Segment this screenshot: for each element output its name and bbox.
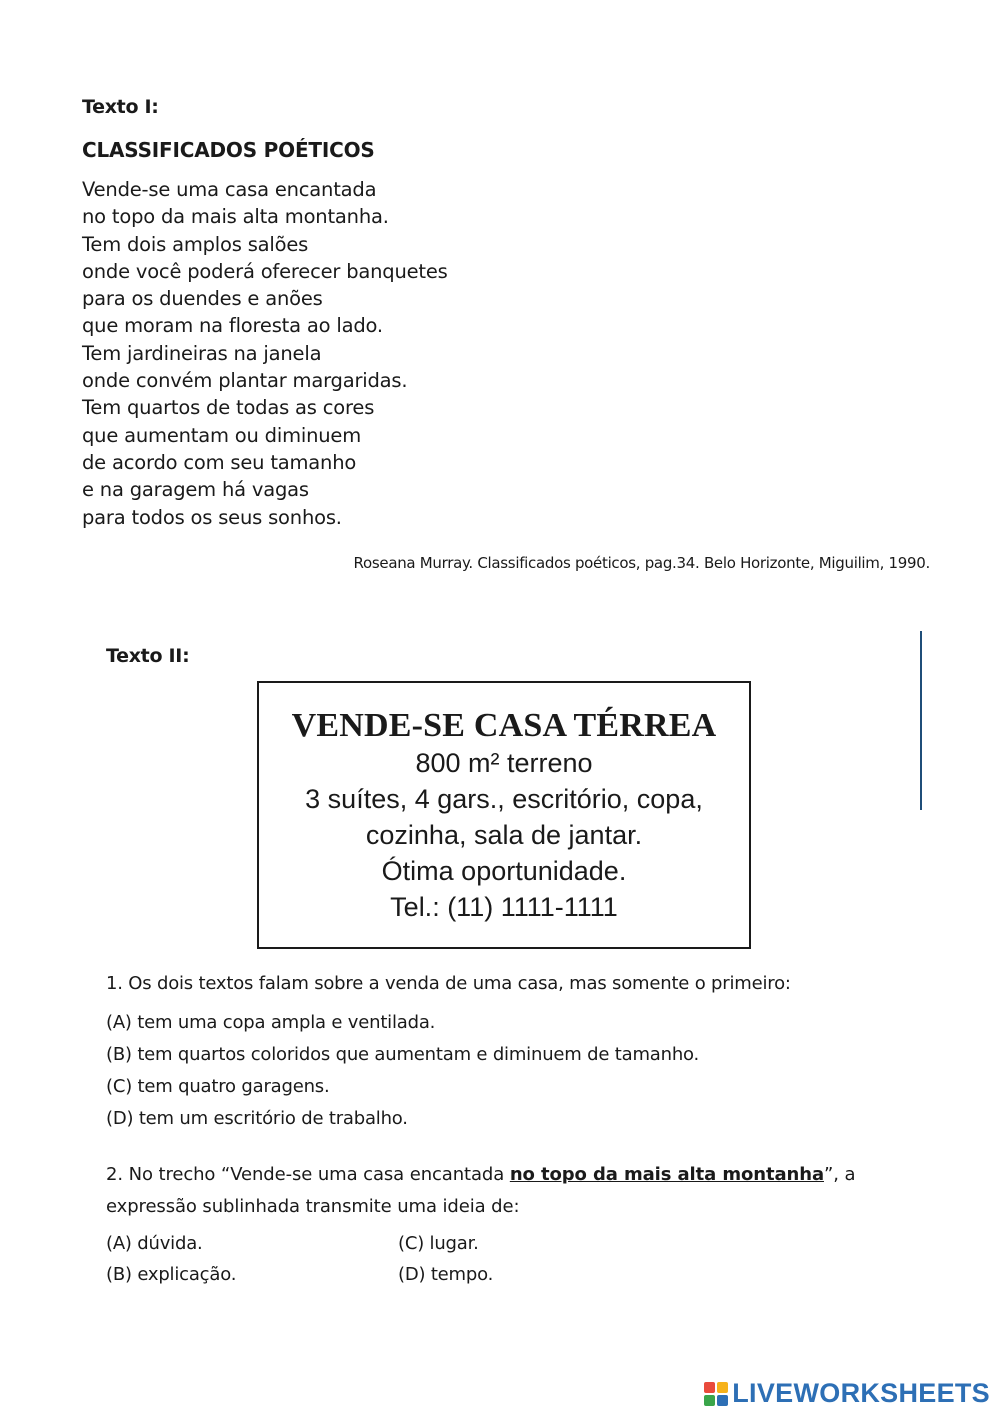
question-1-text: 1. Os dois textos falam sobre a venda de uma casa, mas somente o primeiro: [106, 973, 791, 994]
logo-square [717, 1395, 728, 1406]
classified-ad-box [257, 681, 751, 949]
logo-grid-icon [704, 1382, 728, 1406]
poem-line: Tem jardineiras na janela [82, 341, 322, 365]
poem-line: onde você poderá oferecer banquetes [82, 259, 448, 283]
texto-1-label: Texto I: [82, 96, 159, 118]
poem-citation: Roseana Murray. Classificados poéticos, pag.34. Belo Horizonte, Miguilim, 1990. [353, 554, 930, 572]
q1-option-a: (A) tem uma copa ampla e ventilada. [106, 1012, 436, 1033]
liveworksheets-logo[interactable] [704, 1378, 990, 1409]
logo-square [704, 1382, 715, 1393]
poem-line: que moram na floresta ao lado. [82, 314, 383, 338]
logo-text: LIVEWORKSHEETS [732, 1378, 990, 1408]
q1-option-d: (D) tem um escritório de trabalho. [106, 1108, 408, 1129]
q2-underlined-expression: no topo da mais alta montanha [509, 1164, 824, 1185]
logo-square [704, 1395, 715, 1406]
ad-headline: VENDE-SE CASA TÉRREA [291, 707, 717, 744]
poem [82, 176, 448, 531]
q2-option-c: (C) lugar. [398, 1233, 479, 1254]
q1-option-b: (B) tem quartos coloridos que aumentam e diminuem de tamanho. [106, 1044, 700, 1065]
poem-line: para os duendes e anões [82, 287, 323, 311]
ad-line: Tel.: (11) 1111-1111 [390, 892, 618, 922]
question-2-text [106, 1159, 906, 1223]
logo-square [717, 1382, 728, 1393]
divider-line [920, 631, 922, 810]
poem-line: no topo da mais alta montanha. [82, 205, 389, 229]
poem-line: Tem quartos de todas as cores [82, 396, 375, 420]
q2-text-after: ”, a expressão sublinhada transmite uma ideia de: [106, 1164, 856, 1217]
poem-line: que aumentam ou diminuem [82, 423, 361, 447]
poem-line: de acordo com seu tamanho [82, 450, 357, 474]
q2-option-b: (B) explicação. [106, 1264, 237, 1285]
poem-line: para todos os seus sonhos. [82, 505, 342, 529]
poem-line: onde convém plantar margaridas. [82, 369, 408, 393]
poem-line: e na garagem há vagas [82, 478, 309, 502]
ad-line: cozinha, sala de jantar. [365, 820, 643, 850]
ad-line: 800 m² terreno [415, 748, 593, 778]
poem-line: Tem dois amplos salões [82, 232, 309, 256]
q1-option-c: (C) tem quatro garagens. [106, 1076, 330, 1097]
ad-line: Ótima oportunidade. [381, 856, 627, 886]
q2-option-d: (D) tempo. [398, 1264, 494, 1285]
q2-text-before: 2. No trecho “Vende-se uma casa encantada [106, 1164, 510, 1185]
q2-option-a: (A) dúvida. [106, 1233, 203, 1254]
texto-2-label: Texto II: [106, 645, 190, 667]
ad-line: 3 suítes, 4 gars., escritório, copa, [305, 784, 703, 814]
poem-title: CLASSIFICADOS POÉTICOS [82, 138, 375, 162]
poem-line: Vende-se uma casa encantada [82, 178, 377, 201]
